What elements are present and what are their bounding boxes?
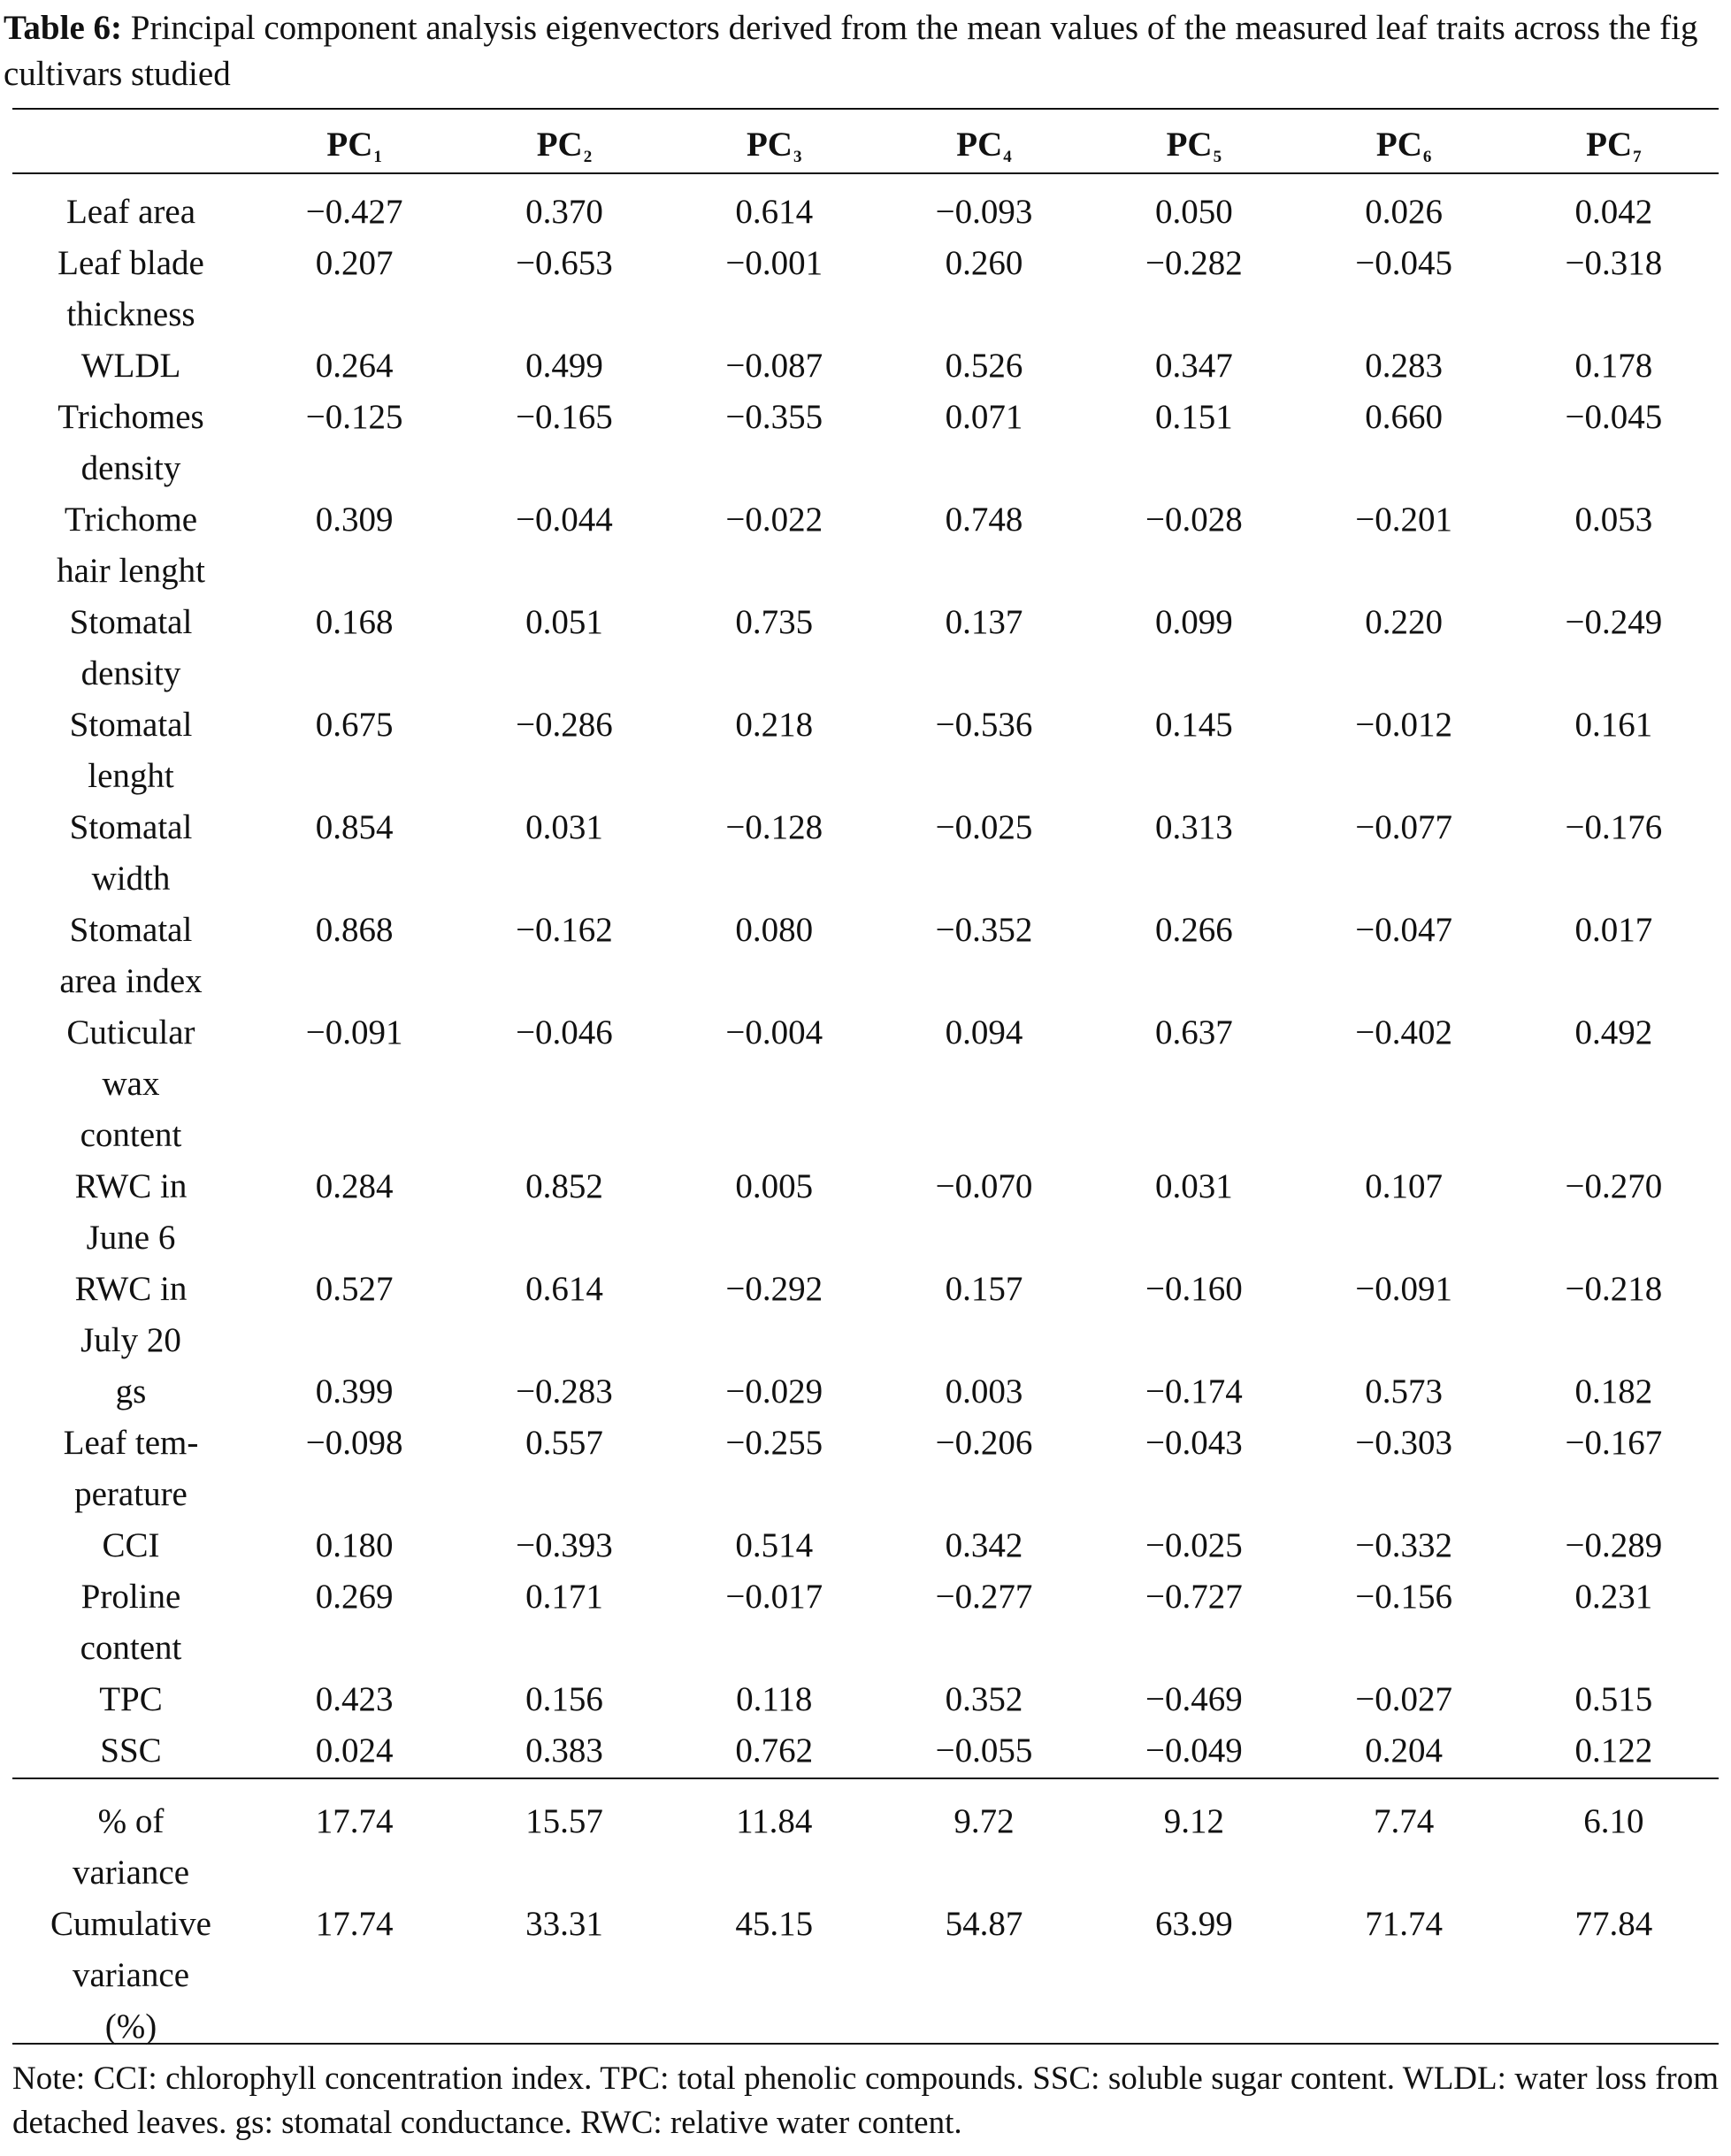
trait-value-pc2: 0.499	[525, 347, 603, 385]
header-pc1: $PC_1$	[326, 126, 382, 166]
summary-value-pc2: 33.31	[525, 1905, 603, 1943]
trait-label: RWC in July 20	[74, 1270, 188, 1359]
trait-value-pc5: 0.031	[1154, 1167, 1233, 1205]
trait-value-pc2: −0.162	[516, 911, 613, 949]
summary-label: % of variance	[72, 1802, 190, 1892]
trait-value-pc3: 0.614	[735, 193, 814, 231]
trait-value-pc1: −0.098	[305, 1424, 403, 1462]
table-caption	[4, 5, 1724, 97]
trait-value-pc7: 0.492	[1574, 1013, 1653, 1051]
trait-value-pc3: −0.001	[725, 244, 823, 282]
trait-row	[12, 1007, 1719, 1161]
trait-value-pc3: −0.355	[725, 398, 823, 436]
trait-value-pc1: −0.125	[305, 398, 403, 436]
trait-label-cell	[12, 905, 249, 1007]
trait-value-pc1: 0.868	[315, 911, 394, 949]
pca-eigenvector-table	[12, 110, 1719, 2053]
trait-value-pc7: −0.270	[1565, 1167, 1663, 1205]
trait-value-pc2: 0.051	[525, 603, 603, 641]
table-body	[12, 176, 1719, 1785]
trait-value-pc5: −0.025	[1145, 1526, 1243, 1564]
trait-value-pc4: 0.003	[945, 1372, 1023, 1411]
trait-value-pc3: −0.087	[725, 347, 823, 385]
trait-value-pc7: 0.178	[1574, 347, 1653, 385]
trait-row	[12, 1264, 1719, 1366]
trait-value-pc5: −0.160	[1145, 1270, 1243, 1308]
trait-value-pc1: 0.269	[315, 1578, 394, 1616]
header-pc7: $PC_7$	[1586, 126, 1642, 166]
trait-value-pc2: −0.653	[516, 244, 613, 282]
trait-value-pc1: 0.207	[315, 244, 394, 282]
trait-value-pc2: 0.171	[525, 1578, 603, 1616]
trait-row	[12, 340, 1719, 392]
trait-value-pc3: −0.017	[725, 1578, 823, 1616]
header-pc4: $PC_4$	[956, 126, 1012, 166]
trait-value-pc5: 0.050	[1154, 193, 1233, 231]
trait-value-pc2: 0.383	[525, 1732, 603, 1770]
trait-label-cell	[12, 1571, 249, 1674]
trait-row	[12, 176, 1719, 238]
trait-value-pc2: −0.286	[516, 706, 613, 744]
trait-value-pc5: −0.028	[1145, 501, 1243, 539]
trait-value-pc6: 0.026	[1365, 193, 1443, 231]
trait-value-pc3: −0.292	[725, 1270, 823, 1308]
trait-value-pc2: 0.156	[525, 1680, 603, 1718]
trait-value-pc2: −0.165	[516, 398, 613, 436]
trait-label: TPC	[99, 1680, 163, 1718]
trait-label: Proline content	[80, 1578, 182, 1667]
trait-label-cell	[12, 1674, 249, 1725]
trait-value-pc6: −0.012	[1355, 706, 1452, 744]
trait-value-pc1: 0.284	[315, 1167, 394, 1205]
trait-value-pc6: −0.045	[1355, 244, 1452, 282]
trait-value-pc6: 0.220	[1365, 603, 1443, 641]
trait-label-cell	[12, 392, 249, 494]
trait-value-pc7: −0.176	[1565, 808, 1663, 846]
trait-value-pc2: −0.044	[516, 501, 613, 539]
trait-label: Stomatal lenght	[69, 706, 193, 795]
trait-value-pc2: −0.283	[516, 1372, 613, 1411]
trait-value-pc5: −0.282	[1145, 244, 1243, 282]
trait-label-cell	[12, 1366, 249, 1418]
trait-label: CCI	[102, 1526, 160, 1564]
trait-row	[12, 700, 1719, 802]
header-trait-cell	[12, 110, 249, 176]
trait-value-pc4: 0.137	[945, 603, 1023, 641]
trait-value-pc4: −0.277	[935, 1578, 1033, 1616]
trait-value-pc4: 0.526	[945, 347, 1023, 385]
trait-value-pc6: −0.091	[1355, 1270, 1452, 1308]
table-caption-label: Table 6:	[4, 9, 123, 47]
trait-value-pc7: −0.289	[1565, 1526, 1663, 1564]
trait-value-pc4: −0.025	[935, 808, 1033, 846]
trait-value-pc2: −0.393	[516, 1526, 613, 1564]
trait-label-cell	[12, 1725, 249, 1785]
trait-value-pc1: 0.675	[315, 706, 394, 744]
table-note: Note: CCI: chlorophyll concentration index. TPC: total phenolic compounds. SSC: soluble sugar content. WLDL: water loss from detached leaves. gs: stomatal conductance. RWC: relative water content.	[12, 2060, 1719, 2141]
summary-row	[12, 1785, 1719, 1899]
trait-value-pc1: −0.091	[305, 1013, 403, 1051]
trait-value-pc2: 0.031	[525, 808, 603, 846]
trait-value-pc7: −0.318	[1565, 244, 1663, 282]
trait-value-pc4: −0.206	[935, 1424, 1033, 1462]
trait-row	[12, 494, 1719, 597]
trait-value-pc4: −0.352	[935, 911, 1033, 949]
trait-value-pc6: −0.027	[1355, 1680, 1452, 1718]
trait-row	[12, 1418, 1719, 1520]
trait-label-cell	[12, 597, 249, 700]
trait-label: RWC in June 6	[74, 1167, 188, 1257]
trait-label: Leaf blade thickness	[57, 244, 204, 333]
trait-value-pc1: 0.024	[315, 1732, 394, 1770]
trait-value-pc5: −0.043	[1145, 1424, 1243, 1462]
trait-value-pc6: −0.332	[1355, 1526, 1452, 1564]
summary-value-pc1: 17.74	[315, 1802, 394, 1840]
trait-label: gs	[115, 1372, 147, 1411]
header-pc5: $PC_5$	[1166, 126, 1222, 166]
summary-value-pc6: 7.74	[1374, 1802, 1435, 1840]
trait-value-pc1: 0.309	[315, 501, 394, 539]
trait-value-pc3: 0.218	[735, 706, 814, 744]
trait-row	[12, 905, 1719, 1007]
trait-label-cell	[12, 802, 249, 905]
trait-value-pc3: −0.128	[725, 808, 823, 846]
trait-label: Trichome hair lenght	[57, 501, 205, 590]
trait-label: Cuticular wax content	[66, 1013, 195, 1154]
trait-label-cell	[12, 494, 249, 597]
header-pc6: $PC_6$	[1375, 126, 1432, 166]
trait-value-pc1: 0.854	[315, 808, 394, 846]
trait-label-cell	[12, 238, 249, 340]
trait-label-cell	[12, 700, 249, 802]
summary-row	[12, 1899, 1719, 2053]
trait-value-pc1: 0.264	[315, 347, 394, 385]
trait-value-pc2: 0.370	[525, 193, 603, 231]
trait-value-pc4: 0.157	[945, 1270, 1023, 1308]
trait-row	[12, 597, 1719, 700]
trait-value-pc4: −0.536	[935, 706, 1033, 744]
trait-value-pc6: 0.107	[1365, 1167, 1443, 1205]
trait-value-pc6: −0.156	[1355, 1578, 1452, 1616]
trait-value-pc3: 0.005	[735, 1167, 814, 1205]
trait-value-pc5: −0.174	[1145, 1372, 1243, 1411]
trait-value-pc5: −0.727	[1145, 1578, 1243, 1616]
trait-label-cell	[12, 1161, 249, 1264]
trait-value-pc4: 0.260	[945, 244, 1023, 282]
trait-value-pc1: 0.168	[315, 603, 394, 641]
trait-value-pc4: 0.071	[945, 398, 1023, 436]
trait-row	[12, 1725, 1719, 1785]
trait-label-cell	[12, 340, 249, 392]
trait-value-pc4: −0.093	[935, 193, 1033, 231]
trait-value-pc4: 0.094	[945, 1013, 1023, 1051]
header-pc2: $PC_2$	[536, 126, 593, 166]
table-header-row	[12, 110, 1719, 176]
trait-value-pc5: 0.266	[1154, 911, 1233, 949]
trait-value-pc7: 0.161	[1574, 706, 1653, 744]
trait-value-pc7: 0.515	[1574, 1680, 1653, 1718]
trait-value-pc7: 0.042	[1574, 193, 1653, 231]
trait-value-pc6: −0.047	[1355, 911, 1452, 949]
trait-value-pc5: 0.313	[1154, 808, 1233, 846]
trait-row	[12, 238, 1719, 340]
summary-value-pc7: 77.84	[1574, 1905, 1653, 1943]
trait-row	[12, 802, 1719, 905]
trait-value-pc3: 0.514	[735, 1526, 814, 1564]
summary-value-pc4: 54.87	[945, 1905, 1023, 1943]
trait-value-pc6: −0.201	[1355, 501, 1452, 539]
summary-value-pc2: 15.57	[525, 1802, 603, 1840]
summary-value-pc7: 6.10	[1583, 1802, 1644, 1840]
trait-value-pc5: 0.145	[1154, 706, 1233, 744]
trait-label: Stomatal area index	[59, 911, 203, 1000]
trait-value-pc6: −0.077	[1355, 808, 1452, 846]
trait-value-pc4: 0.342	[945, 1526, 1023, 1564]
trait-value-pc5: 0.151	[1154, 398, 1233, 436]
trait-label-cell	[12, 1418, 249, 1520]
summary-label: Cumulative variance (%)	[50, 1905, 211, 2045]
trait-value-pc3: −0.004	[725, 1013, 823, 1051]
trait-label-cell	[12, 176, 249, 238]
trait-row	[12, 1571, 1719, 1674]
summary-value-pc3: 11.84	[736, 1802, 813, 1840]
trait-value-pc2: −0.046	[516, 1013, 613, 1051]
trait-row	[12, 1520, 1719, 1571]
trait-value-pc7: 0.231	[1574, 1578, 1653, 1616]
trait-label-cell	[12, 1264, 249, 1366]
trait-value-pc5: 0.637	[1154, 1013, 1233, 1051]
trait-row	[12, 1161, 1719, 1264]
trait-label: Trichomes density	[57, 398, 204, 487]
trait-value-pc4: −0.070	[935, 1167, 1033, 1205]
trait-value-pc2: 0.614	[525, 1270, 603, 1308]
summary-value-pc1: 17.74	[315, 1905, 394, 1943]
trait-label: Leaf area	[65, 193, 196, 231]
trait-label: WLDL	[80, 347, 181, 385]
trait-value-pc4: 0.352	[945, 1680, 1023, 1718]
trait-value-pc3: −0.255	[725, 1424, 823, 1462]
trait-label-cell	[12, 1520, 249, 1571]
trait-label: Stomatal density	[69, 603, 193, 692]
summary-value-pc5: 63.99	[1154, 1905, 1233, 1943]
summary-value-pc4: 9.72	[954, 1802, 1015, 1840]
summary-label-cell	[12, 1899, 249, 2053]
trait-value-pc3: 0.080	[735, 911, 814, 949]
trait-label-cell	[12, 1007, 249, 1161]
trait-value-pc4: 0.748	[945, 501, 1023, 539]
trait-value-pc7: 0.122	[1574, 1732, 1653, 1770]
trait-value-pc1: 0.423	[315, 1680, 394, 1718]
trait-value-pc1: 0.399	[315, 1372, 394, 1411]
trait-value-pc6: −0.303	[1355, 1424, 1452, 1462]
trait-value-pc7: 0.053	[1574, 501, 1653, 539]
trait-value-pc6: −0.402	[1355, 1013, 1452, 1051]
summary-value-pc5: 9.12	[1163, 1802, 1224, 1840]
trait-value-pc6: 0.660	[1365, 398, 1443, 436]
trait-row	[12, 392, 1719, 494]
trait-value-pc6: 0.204	[1365, 1732, 1443, 1770]
trait-value-pc7: −0.249	[1565, 603, 1663, 641]
trait-value-pc1: 0.527	[315, 1270, 394, 1308]
trait-value-pc7: 0.017	[1574, 911, 1653, 949]
trait-value-pc7: −0.167	[1565, 1424, 1663, 1462]
trait-value-pc5: −0.049	[1145, 1732, 1243, 1770]
trait-row	[12, 1366, 1719, 1418]
trait-label: SSC	[100, 1732, 162, 1770]
trait-value-pc2: 0.557	[525, 1424, 603, 1462]
trait-value-pc7: −0.218	[1565, 1270, 1663, 1308]
trait-row	[12, 1674, 1719, 1725]
trait-value-pc7: 0.182	[1574, 1372, 1653, 1411]
trait-value-pc3: −0.022	[725, 501, 823, 539]
trait-value-pc1: 0.180	[315, 1526, 394, 1564]
summary-value-pc3: 45.15	[735, 1905, 814, 1943]
trait-label: Leaf tem- perature	[63, 1424, 199, 1513]
trait-value-pc3: 0.762	[735, 1732, 814, 1770]
trait-value-pc3: −0.029	[725, 1372, 823, 1411]
trait-value-pc3: 0.735	[735, 603, 814, 641]
trait-value-pc3: 0.118	[736, 1680, 813, 1718]
summary-value-pc6: 71.74	[1365, 1905, 1443, 1943]
trait-value-pc6: 0.283	[1365, 347, 1443, 385]
trait-value-pc5: 0.099	[1154, 603, 1233, 641]
trait-value-pc6: 0.573	[1365, 1372, 1443, 1411]
trait-value-pc2: 0.852	[525, 1167, 603, 1205]
summary-label-cell	[12, 1785, 249, 1899]
trait-value-pc5: 0.347	[1154, 347, 1233, 385]
trait-value-pc7: −0.045	[1565, 398, 1663, 436]
table-summary	[12, 1785, 1719, 2053]
trait-value-pc1: −0.427	[305, 193, 403, 231]
header-pc3: $PC_3$	[746, 126, 802, 166]
table-caption-text: Principal component analysis eigenvectors derived from the mean values of the measured leaf traits across the fig cultivars studied	[4, 9, 1698, 93]
trait-value-pc4: −0.055	[935, 1732, 1033, 1770]
trait-value-pc5: −0.469	[1145, 1680, 1243, 1718]
trait-label: Stomatal width	[69, 808, 193, 898]
